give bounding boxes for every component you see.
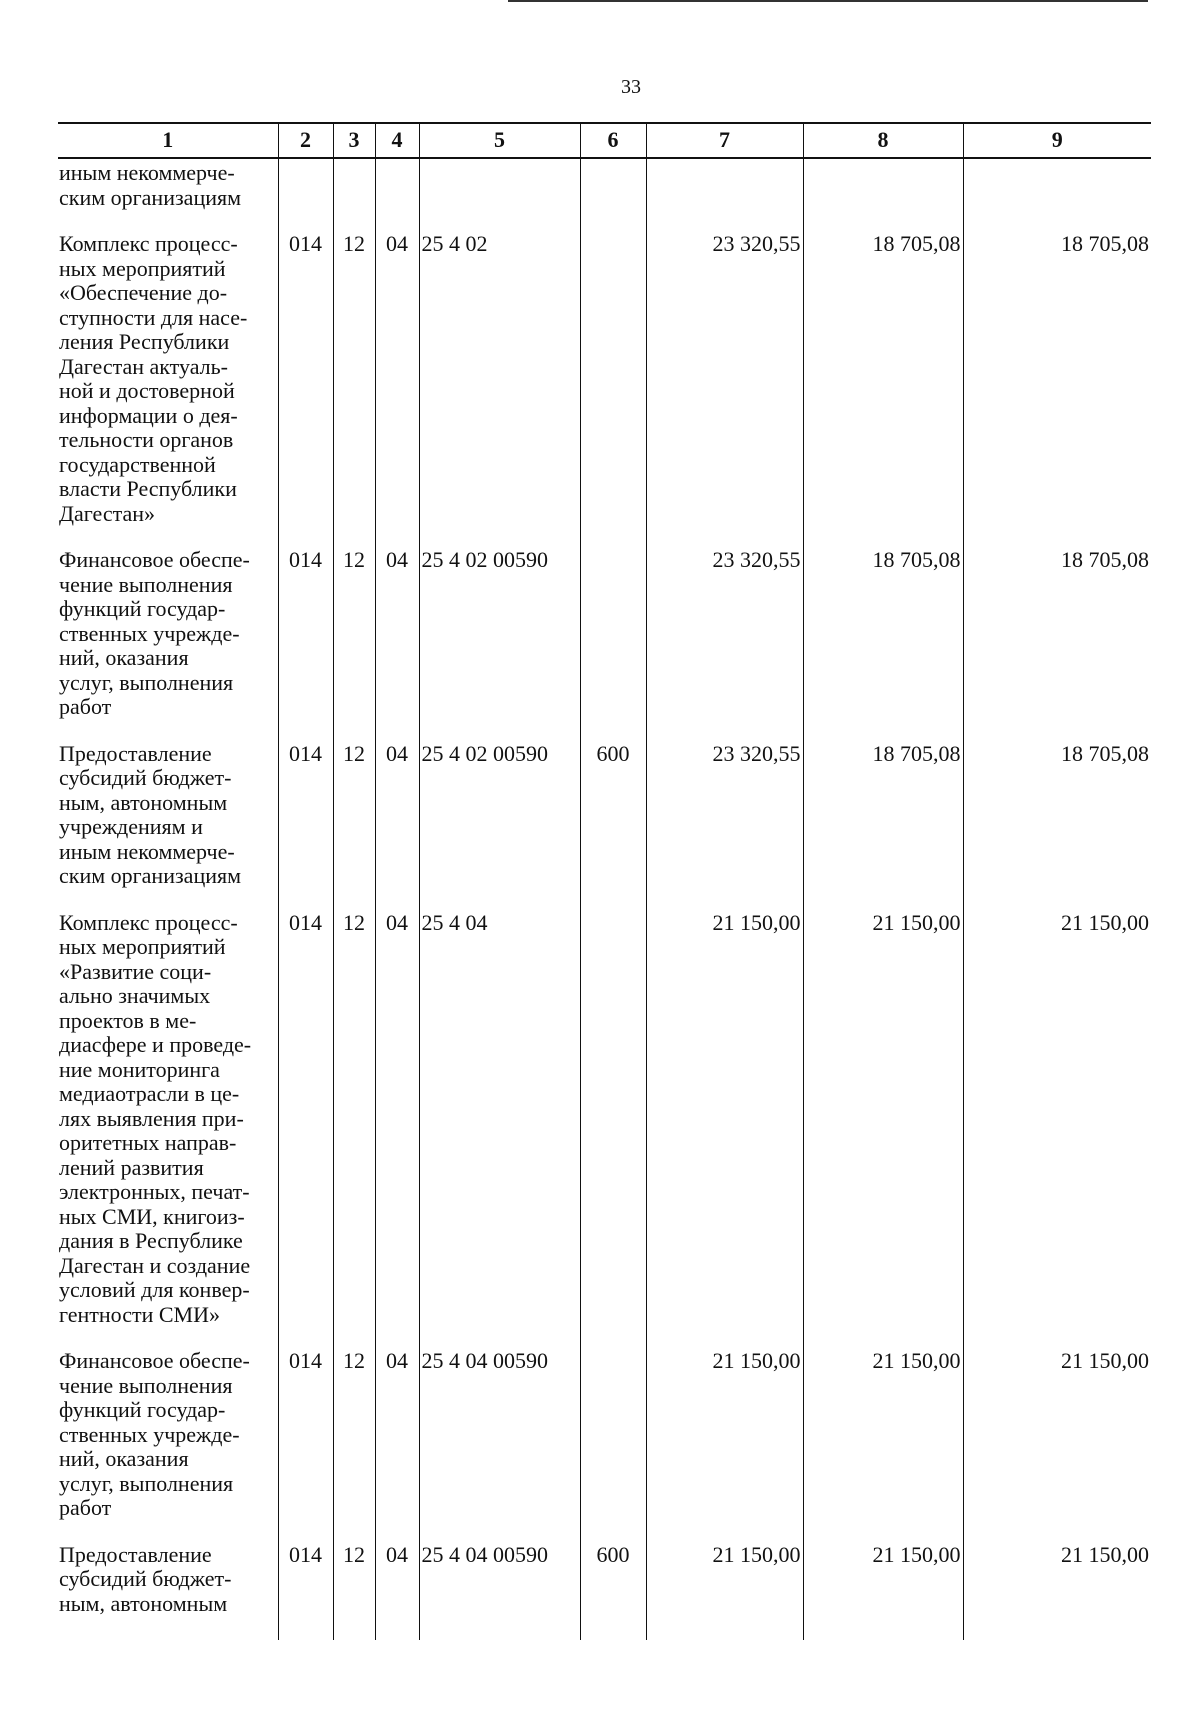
cell-expense-type [580, 1349, 646, 1543]
row-label: Предоставление субсидий бюджет- ным, автономным [59, 1541, 232, 1616]
cell-amount-3: 18 705,08 [963, 232, 1151, 548]
cell-amount-2: 18 705,08 [803, 548, 963, 742]
cell-ministry: 014 [278, 548, 333, 742]
cell-ministry: 014 [278, 1543, 333, 1641]
top-rule [508, 0, 1148, 2]
cell-amount-2 [803, 158, 963, 232]
cell-subsection: 04 [375, 911, 419, 1350]
cell-amount-1: 21 150,00 [646, 911, 803, 1350]
cell-target-article: 25 4 02 00590 [419, 742, 580, 911]
header-cell: 1 [58, 123, 278, 158]
cell-subsection: 04 [375, 548, 419, 742]
row-label: Комплекс процесс- ных мероприятий «Развитие соци- ально значимых проектов в ме- диасфере и проведе- ние мониторинга медиаотрасли в це- лях выявления при- оритетных направ- лений развития электронных, печат- ных СМИ, книгоиз- дания в Республике Дагестан и создание условий для конвер- гентности СМИ» [59, 909, 252, 1327]
header-cell: 5 [419, 123, 580, 158]
table-row [58, 911, 1151, 1350]
cell-expense-type [580, 548, 646, 742]
header-cell: 8 [803, 123, 963, 158]
cell-target-article: 25 4 02 00590 [419, 548, 580, 742]
cell-name [58, 1349, 278, 1543]
cell-ministry: 014 [278, 232, 333, 548]
cell-amount-1: 21 150,00 [646, 1349, 803, 1543]
cell-ministry: 014 [278, 1349, 333, 1543]
cell-amount-3: 21 150,00 [963, 1543, 1151, 1641]
cell-amount-1: 23 320,55 [646, 548, 803, 742]
cell-subsection: 04 [375, 1543, 419, 1641]
cell-expense-type [580, 911, 646, 1350]
cell-target-article [419, 158, 580, 232]
cell-amount-2: 21 150,00 [803, 1349, 963, 1543]
table-row [58, 158, 1151, 232]
cell-amount-1 [646, 158, 803, 232]
cell-name [58, 232, 278, 548]
cell-name [58, 742, 278, 911]
header-cell: 9 [963, 123, 1151, 158]
table-row [58, 1349, 1151, 1543]
cell-expense-type: 600 [580, 742, 646, 911]
header-cell: 7 [646, 123, 803, 158]
cell-section: 12 [333, 1543, 375, 1641]
cell-expense-type: 600 [580, 1543, 646, 1641]
row-label: Предоставление субсидий бюджет- ным, автономным учреждениям и иным некоммерче- ским организациям [59, 740, 242, 888]
cell-amount-3 [963, 158, 1151, 232]
cell-amount-3: 21 150,00 [963, 911, 1151, 1350]
cell-name [58, 911, 278, 1350]
cell-subsection: 04 [375, 1349, 419, 1543]
header-cell: 4 [375, 123, 419, 158]
row-label: Финансовое обеспе- чение выполнения функций государ- ственных учрежде- ний, оказания услуг, выполнения работ [59, 547, 250, 719]
header-cell: 6 [580, 123, 646, 158]
cell-amount-3: 18 705,08 [963, 548, 1151, 742]
cell-expense-type [580, 158, 646, 232]
cell-amount-3: 21 150,00 [963, 1349, 1151, 1543]
cell-section [333, 158, 375, 232]
cell-amount-2: 21 150,00 [803, 1543, 963, 1641]
budget-table [58, 122, 1151, 1640]
cell-amount-2: 21 150,00 [803, 911, 963, 1350]
cell-subsection: 04 [375, 742, 419, 911]
page-number: 33 [621, 76, 641, 98]
cell-section: 12 [333, 742, 375, 911]
cell-expense-type [580, 232, 646, 548]
cell-section: 12 [333, 1349, 375, 1543]
cell-target-article: 25 4 04 00590 [419, 1349, 580, 1543]
table-row [58, 742, 1151, 911]
cell-ministry: 014 [278, 742, 333, 911]
cell-amount-3: 18 705,08 [963, 742, 1151, 911]
cell-amount-2: 18 705,08 [803, 742, 963, 911]
cell-amount-1: 21 150,00 [646, 1543, 803, 1641]
cell-section: 12 [333, 548, 375, 742]
header-row [58, 123, 1151, 158]
cell-ministry: 014 [278, 911, 333, 1350]
row-label: Комплекс процесс- ных мероприятий «Обеспечение до- ступности для насе- ления Республики Дагестан актуаль- ной и достоверной информации о дея- тельности органов государственной власти Республики Дагестан» [59, 231, 248, 526]
table-row [58, 1543, 1151, 1641]
header-cell: 3 [333, 123, 375, 158]
cell-section: 12 [333, 232, 375, 548]
cell-amount-1: 23 320,55 [646, 232, 803, 548]
cell-name [58, 548, 278, 742]
cell-amount-1: 23 320,55 [646, 742, 803, 911]
row-label: иным некоммерче- ским организациям [59, 160, 242, 210]
cell-ministry [278, 158, 333, 232]
cell-target-article: 25 4 04 00590 [419, 1543, 580, 1641]
cell-target-article: 25 4 02 [419, 232, 580, 548]
cell-name [58, 158, 278, 232]
row-label: Финансовое обеспе- чение выполнения функций государ- ственных учрежде- ний, оказания услуг, выполнения работ [59, 1348, 250, 1520]
cell-amount-2: 18 705,08 [803, 232, 963, 548]
cell-subsection: 04 [375, 232, 419, 548]
cell-section: 12 [333, 911, 375, 1350]
table-row [58, 548, 1151, 742]
table-row [58, 232, 1151, 548]
cell-subsection [375, 158, 419, 232]
cell-target-article: 25 4 04 [419, 911, 580, 1350]
cell-name [58, 1543, 278, 1641]
header-cell: 2 [278, 123, 333, 158]
